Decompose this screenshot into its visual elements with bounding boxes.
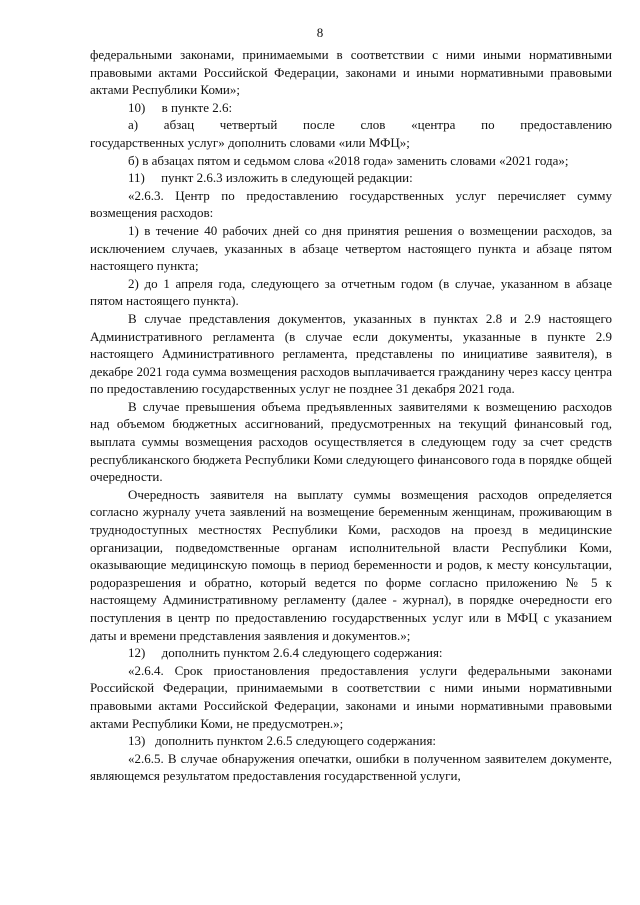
paragraph-queue-order: Очередность заявителя на выплату суммы возмещения расходов определяется согласно журналу учета заявлений на возмещение беременным женщинам, проживающим в труднодоступных местностях Республики Коми, расходов на проезд в медицинские организации, подведомственные органам исполнительной власти Республики Коми, оказывающие медицинскую помощь в период беременности и родов, к месту консультации, родоразрешения и обратно, который ведется по форме согласно приложению № 5 к настоящему Административному регламенту (далее - журнал), в порядке очередности его поступления в центр по предоставлению государственных услуг или в МФЦ с указанием даты и времени представления заявления и документов.»; — [90, 486, 612, 643]
paragraph-item-10a: а) абзац четвертый после слов «центра по предоставлению государственных услуг» дополнить словами «или МФЦ»; — [90, 117, 612, 150]
paragraph-2-6-4: «2.6.4. Срок приостановления предоставления услуги федеральными законами Российской Федерации, принимаемыми в соответствии с ними иными нормативными правовыми актами Российской Федерации, законами и иными нормативными правовыми актами Республики Коми, не предусмотрен.»; — [90, 662, 612, 731]
paragraph-item-10: 10) в пункте 2.6: — [128, 99, 233, 115]
paragraph-2-6-3-sub2: 2) до 1 апреля года, следующего за отчетным годом (в случае, указанном в абзаце пятом настоящего пункта). — [90, 275, 612, 309]
paragraph-2-6-5: «2.6.5. В случае обнаружения опечатки, ошибки в полученном заявителем документе, являющемся результатом предоставления государственной услуги, — [90, 750, 612, 784]
paragraph-item-10b: б) в абзацах пятом и седьмом слова «2018 года» заменить словами «2021 года»; — [128, 152, 569, 168]
paragraph-item-12: 12) дополнить пунктом 2.6.4 следующего содержания: — [128, 645, 443, 661]
paragraph-item-13: 13) дополнить пунктом 2.6.5 следующего содержания: — [128, 733, 437, 749]
paragraph-budget-excess: В случае превышения объема предъявленных заявителями к возмещению расходов над объемом бюджетных ассигнований, предусмотренных на текущий финансовый год, выплата суммы возмещения расходов осуществляется в следующем году за счет средств республиканского бюджета Республики Коми следующего финансового года в порядке общей очередности. — [90, 398, 612, 485]
document-body — [90, 46, 612, 785]
paragraph-2-6-3: «2.6.3. Центр по предоставлению государственных услуг перечисляет сумму возмещения расходов: — [90, 187, 612, 221]
page-number: 8 — [316, 25, 324, 40]
paragraph-2-6-3-sub1: 1) в течение 40 рабочих дней со дня принятия решения о возмещении расходов, за исключением случаев, указанных в абзаце четвертом настоящего пункта и абзаце пятом настоящего пункта; — [90, 222, 612, 274]
paragraph-documents-case: В случае представления документов, указанных в пунктах 2.8 и 2.9 настоящего Административного регламента (в случае если документы, указанные в пункте 2.9 настоящего Административного регламента, представлены по инициативе заявителя), в декабре 2021 года сумма возмещения расходов выплачивается гражданину через кассу центра по предоставлению государственных услуг не позднее 31 декабря 2021 года. — [90, 310, 612, 397]
paragraph-continuation: федеральными законами, принимаемыми в соответствии с ними иными нормативными правовыми актами Российской Федерации, законами и иными нормативными правовыми актами Республики Коми»; — [90, 47, 612, 98]
paragraph-item-11: 11) пункт 2.6.3 изложить в следующей редакции: — [128, 170, 413, 186]
